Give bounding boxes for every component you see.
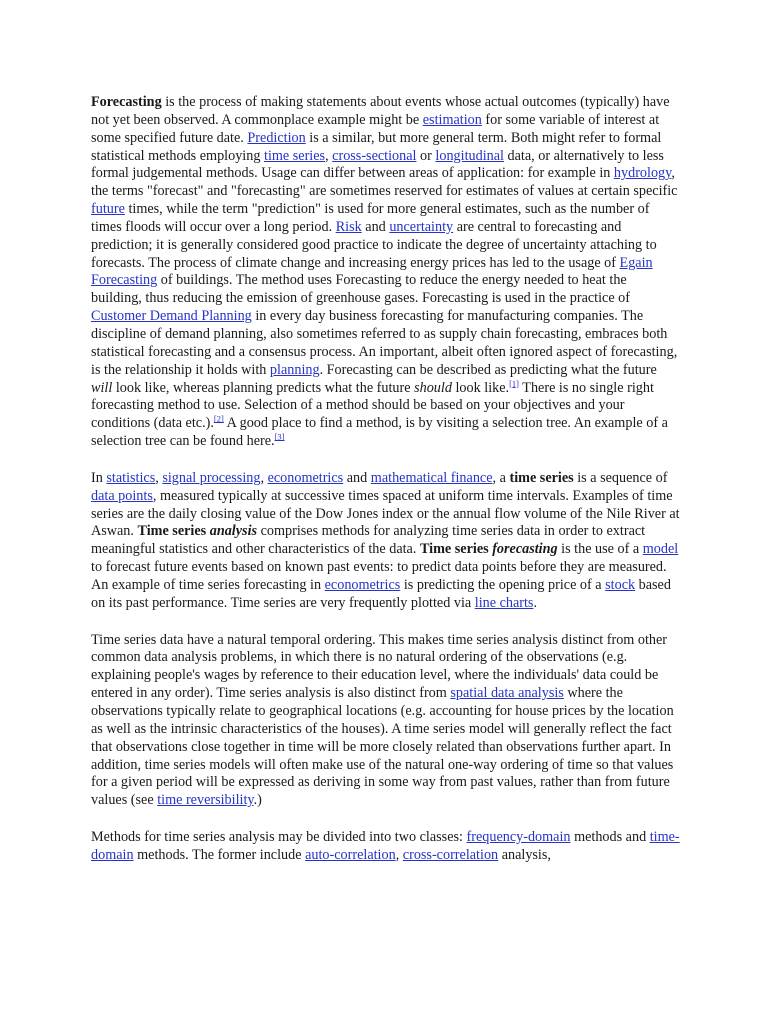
text-run: and [343, 469, 371, 486]
link-spatial-data-analysis[interactable]: spatial data analysis [450, 685, 564, 702]
text-run: methods and [570, 829, 650, 846]
text-run: .) [253, 792, 262, 809]
text-run: , [395, 846, 403, 863]
link-statistics[interactable]: statistics [106, 469, 156, 486]
text-run: is a sequence of [573, 469, 668, 486]
text-run: analysis, [498, 846, 551, 863]
text-run: look like. [451, 379, 510, 396]
italic-term: will [91, 379, 113, 396]
bold-italic-term: analysis [209, 523, 258, 540]
text-run: . Forecasting can be described as predicting what the future [319, 361, 657, 378]
text-run: where the observations typically relate to geographical locations (e.g. accounting for house prices by the location as well as the intrinsic characteristics of the houses). A time series model will generally reflect the fact that observations close together in time will be more closely related than observations further apart. In addition, time series models will often make use of the natural one-way ordering of time so that values for a given period will be expressed as deriving in some way from past values, rather than from future values (see [91, 685, 674, 809]
text-run: , measured typically at successive times spaced at uniform time intervals. Examples of time series are the daily closing value of the Dow Jones index or the annual flow volume of the Nile River at Aswan. [91, 487, 680, 540]
link-time-domain[interactable]: time-domain [91, 829, 680, 863]
link-mathematical-finance[interactable]: mathematical finance [370, 469, 493, 486]
link-econometrics-2[interactable]: econometrics [324, 576, 401, 593]
paragraph-4 [91, 829, 681, 865]
link-model[interactable]: model [642, 541, 679, 558]
link-data-points[interactable]: data points [91, 487, 153, 504]
italic-term: should [414, 379, 452, 396]
link-line-charts[interactable]: line charts [474, 594, 534, 611]
link-auto-correlation[interactable]: auto-correlation [305, 846, 396, 863]
bold-term: Time series [419, 541, 493, 558]
text-run: comprises methods for analyzing time series data in order to extract meaningful statistics and other characteristics of the data. [91, 523, 646, 558]
text-run: . [533, 594, 537, 611]
text-run: or [416, 147, 436, 164]
paragraph-2 [91, 470, 681, 613]
text-run: There is no single right forecasting method to use. Selection of a method should be based on your objectives and your conditions (data etc.). [91, 379, 654, 432]
link-hydrology[interactable]: hydrology [613, 165, 672, 182]
bold-term: time series [509, 469, 574, 486]
bold-italic-term: forecasting [492, 541, 558, 558]
link-econometrics[interactable]: econometrics [267, 469, 344, 486]
text-run: , a [492, 469, 510, 486]
text-run: , the terms "forecast" and "forecasting" are sometimes reserved for estimates of values at certain specific [91, 165, 678, 200]
link-time-series[interactable]: time series [264, 147, 326, 164]
footnote-ref-3 [275, 431, 285, 441]
text-run: based on its past performance. Time series are very frequently plotted via [91, 576, 671, 611]
text-run: is the use of a [557, 541, 643, 558]
paragraph-3 [91, 632, 681, 810]
text-run: Methods for time series analysis may be divided into two classes: [91, 829, 467, 846]
text-run: are central to forecasting and prediction; it is generally considered good practice to indicate the degree of uncertainty attaching to forecasts. The process of climate change and increasing energy prices has led to the usage of [91, 218, 657, 271]
link-planning[interactable]: planning [269, 361, 320, 378]
footnote-ref-2-link[interactable]: [2] [213, 413, 224, 424]
text-run: is predicting the opening price of a [400, 576, 606, 593]
document-body [91, 94, 681, 884]
link-prediction[interactable]: Prediction [247, 129, 306, 146]
link-cross-sectional[interactable]: cross-sectional [332, 147, 417, 164]
footnote-ref-2 [214, 413, 224, 423]
link-risk[interactable]: Risk [335, 218, 362, 235]
text-run: in every day business forecasting for manufacturing companies. The discipline of demand planning, also sometimes referred to as supply chain forecasting, embraces both statistical forecasting and a consensus process. An important, albeit often ignored aspect of forecasting, is the relationship it holds with [91, 308, 678, 378]
link-longitudinal[interactable]: longitudinal [435, 147, 504, 164]
text-run: is the process of making statements about events whose actual outcomes (typically) have not yet been observed. A commonplace example might be [91, 94, 670, 128]
text-run: for some variable of interest at some specified future date. [91, 111, 660, 146]
text-run: , [155, 469, 163, 486]
text-run: times, while the term "prediction" is used for more general estimates, such as the number of times floods will occur over a long period. [91, 201, 650, 235]
link-uncertainty[interactable]: uncertainty [389, 218, 454, 235]
bold-term: Time series [137, 523, 210, 540]
text-run: look like, whereas planning predicts what the future [112, 379, 415, 396]
link-future[interactable]: future [91, 201, 125, 218]
text-run: In [91, 469, 107, 486]
link-frequency-domain[interactable]: frequency-domain [466, 829, 571, 846]
link-cross-correlation[interactable]: cross-correlation [402, 846, 499, 863]
text-run: and [361, 218, 390, 235]
text-run: , [260, 469, 268, 486]
text-run: Time series data have a natural temporal ordering. This makes time series analysis distinct from other common data analysis problems, in which there is no natural ordering of the observations (e.g. explaining people's wages by reference to their education level, where the individuals' data could be entered in any order). Time series analysis is also distinct from [91, 631, 668, 702]
text-run: A good place to find a method, is by visiting a selection tree. An example of a selection tree can be found here. [91, 415, 668, 450]
link-time-reversibility[interactable]: time reversibility [157, 792, 254, 809]
link-egain-forecasting[interactable]: Egain Forecasting [91, 254, 653, 289]
text-run: is a similar, but more general term. Both might refer to formal statistical methods employing [91, 129, 662, 164]
text-run: , [325, 147, 333, 164]
footnote-ref-1-link[interactable]: [1] [509, 377, 519, 388]
bold-term: Forecasting [91, 94, 162, 110]
text-run: data, or alternatively to less formal judgemental methods. Usage can differ between areas of application: for example in [91, 147, 664, 182]
link-signal-processing[interactable]: signal processing [162, 469, 261, 486]
text-run: methods. The former include [133, 846, 306, 863]
link-customer-demand-planning[interactable]: Customer Demand Planning [91, 308, 252, 325]
paragraph-1 [91, 94, 681, 451]
link-stock[interactable]: stock [605, 576, 636, 593]
link-estimation[interactable]: estimation [422, 111, 482, 128]
footnote-ref-3-link[interactable]: [3] [274, 431, 285, 442]
text-run: to forecast future events based on known past events: to predict data points before they are measured. An example of time series forecasting in [91, 559, 667, 593]
text-run: of buildings. The method uses Forecasting to reduce the energy needed to heat the building, thus reducing the emission of greenhouse gases. Forecasting is used in the practice of [91, 272, 631, 307]
footnote-ref-1 [509, 378, 519, 388]
